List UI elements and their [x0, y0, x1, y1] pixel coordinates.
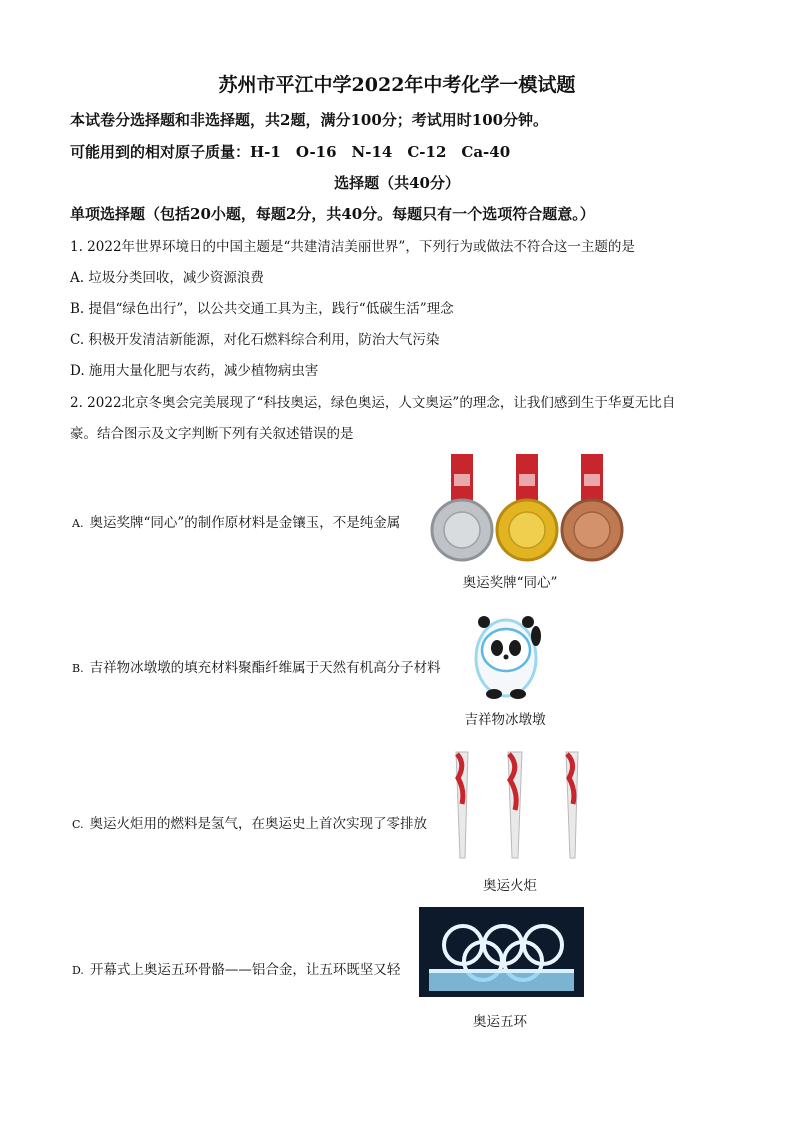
q2-option-a-letter: A.	[72, 517, 84, 530]
q1-option-a: A. 垃圾分类回收，减少资源浪费	[70, 270, 264, 286]
q2-option-d	[72, 958, 400, 978]
q2-option-b-text: 吉祥物冰墩墩的填充材料聚酯纤维属于天然有机高分子材料	[89, 660, 441, 676]
q2-stem-line2: 豪。结合图示及文字判断下列有关叙述错误的是	[70, 426, 354, 442]
q2-option-a	[72, 511, 400, 531]
medals-caption: 奥运奖牌“同心”	[462, 575, 558, 591]
section-title: 选择题（共40分）	[334, 174, 460, 192]
q2-option-c-text: 奥运火炬用的燃料是氢气，在奥运史上首次实现了零排放	[89, 816, 428, 832]
q1-option-c: C. 积极开发清洁新能源，对化石燃料综合利用，防治大气污染	[70, 332, 440, 348]
torch-left	[456, 752, 468, 858]
q2-option-d-letter: D.	[72, 964, 84, 977]
q1-option-b: B. 提倡“绿色出行”，以公共交通工具为主，践行“低碳生活”理念	[70, 301, 454, 317]
olympic-medals-image	[432, 452, 622, 564]
olympic-rings-image	[419, 907, 584, 997]
q1-option-d: D. 施用大量化肥与农药，减少植物病虫害	[70, 363, 319, 379]
olympic-torches-image	[448, 750, 588, 862]
exam-intro: 本试卷分选择题和非选择题，共2题，满分100分；考试用时100分钟。	[70, 111, 549, 129]
torch-right	[566, 752, 578, 858]
q2-stem-line1: 2. 2022北京冬奥会完美展现了“科技奥运，绿色奥运，人文奥运”的理念，让我们感到生于华夏无比自	[70, 395, 676, 411]
bing-dwen-dwen-image	[470, 608, 545, 700]
q2-option-b	[72, 656, 441, 676]
silver-medal	[432, 454, 492, 560]
q2-option-c	[72, 812, 427, 832]
q2-option-c-letter: C.	[72, 818, 84, 831]
q1-stem: 1. 2022年世界环境日的中国主题是“共建清洁美丽世界”，下列行为或做法不符合这一主题的是	[70, 239, 635, 255]
mascot-caption: 吉祥物冰墩墩	[464, 712, 546, 728]
atomic-mass-line: 可能用到的相对原子质量：H-1 O-16 N-14 C-12 Ca-40	[70, 143, 511, 161]
torches-caption: 奥运火炬	[483, 878, 537, 894]
rings-caption: 奥运五环	[473, 1014, 527, 1030]
bronze-medal	[562, 454, 622, 560]
page-title: 苏州市平江中学2022年中考化学一模试题	[218, 74, 576, 96]
torch-middle	[508, 752, 522, 858]
q2-option-b-letter: B.	[72, 662, 84, 675]
q2-option-a-text: 奥运奖牌“同心”的制作原材料是金镶玉，不是纯金属	[89, 515, 401, 531]
section-instructions: 单项选择题（包括20小题，每题2分，共40分。每题只有一个选项符合题意。）	[70, 205, 595, 223]
gold-medal	[497, 454, 557, 560]
q2-option-d-text: 开幕式上奥运五环骨骼——铝合金，让五环既坚又轻	[89, 962, 401, 978]
